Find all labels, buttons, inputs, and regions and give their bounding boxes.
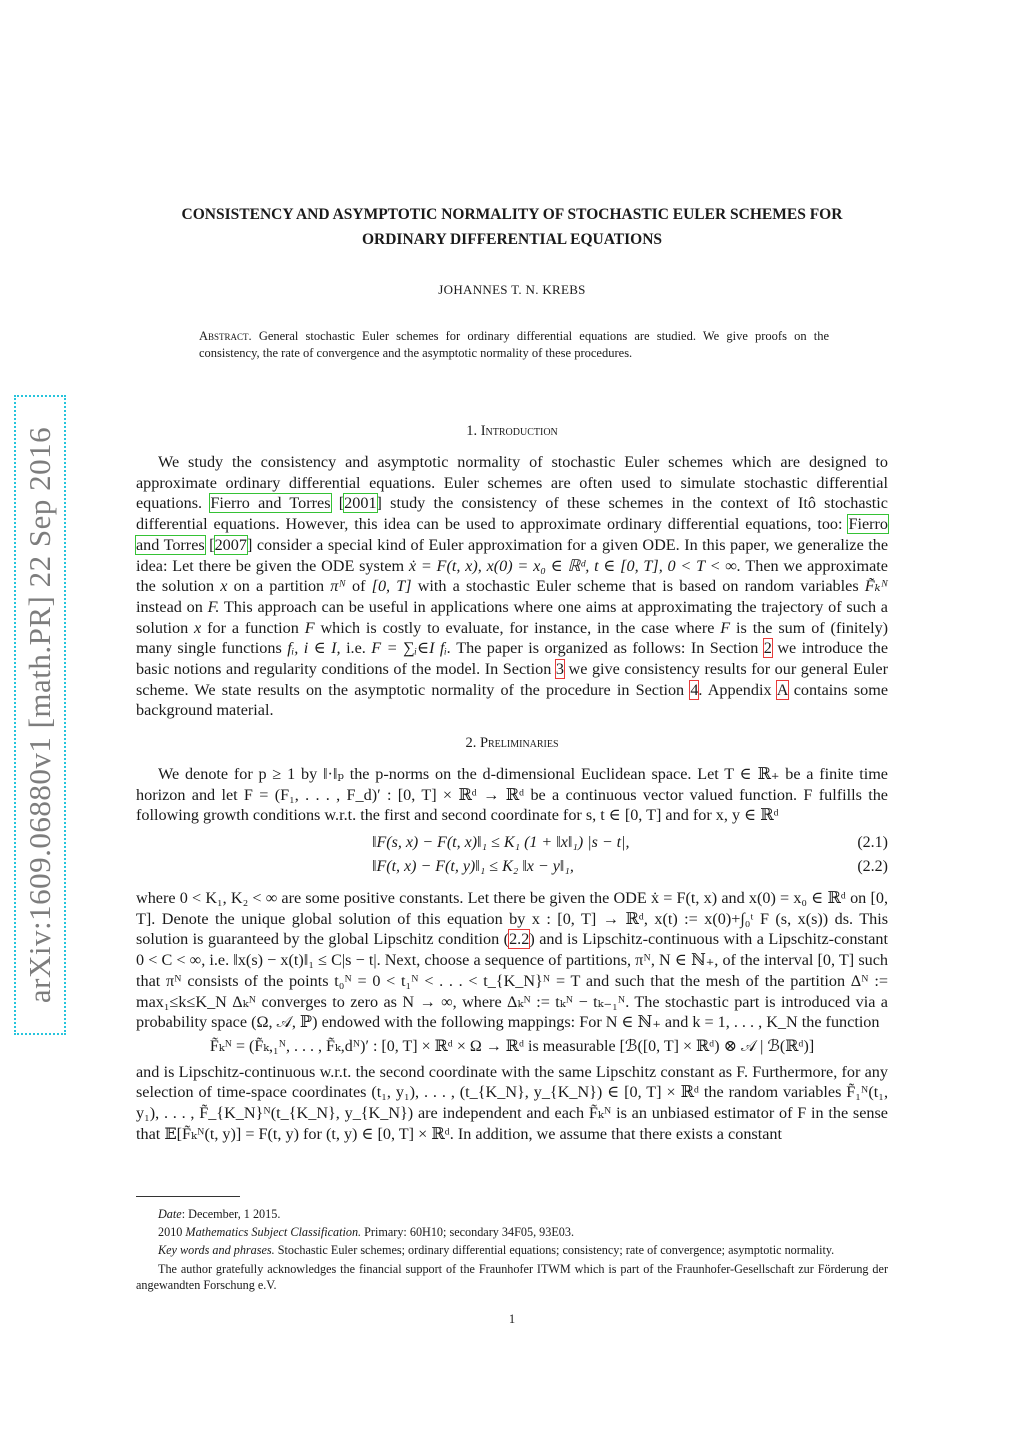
paragraph: and is Lipschitz-continuous w.r.t. the second coordinate with the same Lipschitz constant as F. Furthermore, for any selection of time-space coordinates (t₁, y₁), . . . , (t_{K_N}, y_{K_N}) ∈ [0, T] × ℝᵈ the random variables F̃₁ᴺ(t₁, y₁), . . . , F̃_{K_N}ᴺ(t_{K_N}, y_{K_N}) are independent and each F̃ₖᴺ is an unbiased estimator of F in the sense that 𝔼[F̃ₖᴺ(t, y)] = F(t, y) for (t, y) ∈ [0, T] × ℝᵈ. In addition, we assume that there exists a constant	[136, 1062, 888, 1143]
footnote-text: 2010	[158, 1225, 183, 1240]
citation-link[interactable]: Fierro and Torres	[136, 515, 888, 554]
introduction-body	[136, 452, 888, 721]
title-line-2: ORDINARY DIFFERENTIAL EQUATIONS	[361, 231, 663, 248]
paragraph	[136, 888, 888, 1033]
math-inline: ẋ = F(t, x), x(0) = x₀ ∈ ℝᵈ, t ∈ [0, T], 0 < T < ∞.	[408, 556, 741, 575]
math-inline: F̃ₖᴺ	[864, 577, 889, 596]
text-run: on a partition	[233, 577, 325, 596]
math-inline: x	[220, 577, 228, 596]
text-run: where 0 < K₁, K₂ < ∞ are some positive constants. Let there be given the ODE ẋ = F(t, x) and x(0) = x₀ ∈ ℝᵈ on [0, T]. Denote the unique global solution of this equation by x : [0, T] → ℝᵈ, x(t) := x(0)+∫₀ᵗ F (s, x(s)) ds. This solution is guaranteed by the global Lipschitz condition (	[136, 889, 888, 949]
text-run: with a stochastic Euler scheme that is based on random variables	[417, 577, 859, 596]
text-run: is the sum of (finitely) many single functions	[136, 618, 889, 658]
section-ref-link[interactable]: 2	[763, 639, 772, 658]
paper-title	[136, 202, 888, 252]
arxiv-stamp[interactable]	[14, 395, 66, 1035]
arxiv-stamp-text: arXiv:1609.06880v1 [math.PR] 22 Sep 2016	[22, 426, 57, 1004]
text-run: we introduce the basic notions and regularity conditions of the model. In Section	[136, 639, 889, 679]
author: JOHANNES T. N. KREBS	[438, 282, 586, 297]
text-run: study the consistency of these schemes in the context of Itô stochastic differential equations. However, this idea can be used to approximate ordinary differential equations, too:	[136, 494, 888, 534]
text-run: of	[352, 577, 366, 596]
equation-2-1	[136, 834, 888, 858]
section-number: 1.	[466, 423, 478, 439]
footnote-rule	[136, 1196, 240, 1197]
text-run: The paper is organized as follows: In Section	[456, 639, 759, 658]
footnote-msc	[136, 1224, 888, 1240]
paragraph: We denote for p ≥ 1 by ‖·‖ₚ the p-norms on the d-dimensional Euclidean space. Let T ∈ ℝ₊ be a finite time horizon and let F = (F₁, . . . , F_d)′ : [0, T] × ℝᵈ → ℝᵈ be a continuous vector valued function. F fulfills the following growth conditions w.r.t. the first and second coordinate for s, t ∈ [0, T] and for x, y ∈ ℝᵈ	[136, 765, 888, 825]
text-run: instead on	[136, 597, 203, 616]
footnote-acknowledgement: The author gratefully acknowledges the financial support of the Fraunhofer ITWM which is part of the Fraunhofer-Gesellschaft zur Förderung der angewandten Forschung e.V.	[136, 1261, 888, 1292]
text-run: ) and is Lipschitz-continuous with a Lipschitz-constant 0 < C < ∞, i.e. ‖x(s) − x(t)‖₁ ≤ C|s − t|. Next, choose a sequence of partitions, πᴺ, N ∈ ℕ₊, of the interval [0, T] such that πᴺ consists of the points t₀ᴺ = 0 < t₁ᴺ < . . . < t_{K_N}ᴺ = T and such that the mesh of the partition Δᴺ := max₁≤k≤K_N Δₖᴺ converges to zero as N → ∞, where Δₖᴺ := tₖᴺ − tₖ₋₁ᴺ. The stochastic part is introduced via a probability space (Ω, 𝒜, ℙ) endowed with the following mappings: For N ∈ ℕ₊ and k = 1, . . . , K_N the function	[136, 930, 889, 1032]
text-run: for a function	[207, 618, 299, 637]
text-run: consider a special kind of Euler approximation for a given ODE. In this paper, we generalize the idea: Let there be given the ODE system	[136, 535, 889, 575]
footnote-label: Key words and phrases.	[158, 1243, 275, 1258]
equation-body: ‖F(t, x) − F(t, y)‖₁ ≤ K₂ ‖x − y‖₁,	[372, 858, 574, 875]
equation-ref-link[interactable]: 2.2	[509, 930, 530, 949]
citation-year-link[interactable]: 2001	[344, 494, 377, 513]
math-inline: F.	[207, 597, 220, 616]
math-inline: F	[720, 618, 731, 637]
abstract-text: General stochastic Euler schemes for ordinary differential equations are studied. We give proofs on the consistency, the rate of convergence and the asymptotic normality of these procedures.	[199, 329, 829, 360]
section-ref-link[interactable]: 3	[555, 660, 564, 679]
footnote-date	[136, 1206, 888, 1222]
abstract	[199, 328, 829, 362]
section-title: Introduction	[480, 423, 558, 439]
footnote-label: Date	[158, 1207, 182, 1221]
footnote-label: Mathematics Subject Classification.	[185, 1225, 362, 1240]
section-heading-preliminaries	[136, 735, 888, 752]
math-inline: [0, T]	[371, 577, 412, 596]
equation-number: (2.2)	[857, 858, 888, 875]
section-ref-link[interactable]: 4	[690, 680, 699, 699]
section-heading-introduction	[136, 423, 888, 440]
math-inline: F = ∑ᵢ∈I fᵢ.	[371, 639, 452, 658]
appendix-ref-link[interactable]: A	[776, 680, 788, 699]
section-number: 2.	[465, 735, 477, 751]
footnote-text: Stochastic Euler schemes; ordinary differential equations; consistency; rate of convergence; asymptotic normality.	[277, 1243, 835, 1258]
text-run: . Appendix	[698, 680, 772, 699]
math-inline: πᴺ	[330, 577, 346, 596]
equation-2-2	[136, 858, 888, 882]
citation-link[interactable]: Fierro and Torres	[210, 494, 331, 513]
display-equation: F̃ₖᴺ = (F̃ₖ,₁ᴺ, . . . , F̃ₖ,dᴺ)′ : [0, T] × ℝᵈ × Ω → ℝᵈ is measurable [ℬ([0, T] × ℝᵈ) ⊗ 𝒜 | ℬ(ℝᵈ)]	[209, 1037, 815, 1055]
text-run: which is costly to evaluate, for instance, in the case where	[320, 618, 715, 637]
text-run: we give consistency results for our general Euler scheme. We state results on the asymptotic normality of the procedure in Section	[136, 660, 889, 699]
footnote-text: : December, 1 2015.	[181, 1207, 281, 1221]
preliminaries-paragraph-2	[136, 888, 888, 1144]
text-run: contains some background material.	[136, 680, 889, 720]
text-run: We study the consistency and asymptotic normality of stochastic Euler schemes which are designed to approximate ordinary differential equations. Euler schemes are often used to simulate stochastic differential equations.	[136, 453, 888, 513]
footnote-text: Primary: 60H10; secondary 34F05, 93E03.	[364, 1225, 575, 1240]
intro-paragraph: We study the consistency and asymptotic normality of stochastic Euler schemes which are designed to approximate ordinary differential equations. Euler schemes are often used to simulate stochastic differential equations. Fierro and Torres [2001] study the consistency of these schemes in the context of Itô stochastic differential equations. However, this idea can be used to approximate ordinary differential equations, too: Fierro and Torres [2007] consider a special kind of Euler approximation for a given ODE. In this paper, we generalize the idea: Let there be given the ODE system ẋ = F(t, x), x(0) = x₀ ∈ ℝᵈ, t ∈ [0, T], 0 < T < ∞. Then we approximate the solution x on a partition πᴺ of [0, T] with a stochastic Euler scheme that is based on random variables F̃ₖᴺ instead on F. This approach can be useful in applications where one aims at approximating the trajectory of such a solution x for a function F which is costly to evaluate, for instance, in the case where F is the sum of (finitely) many single functions fᵢ, i ∈ I, i.e. F = ∑ᵢ∈I fᵢ. The paper is organized as follows: In Section 2 we introduce the basic notions and regularity conditions of the model. In Section 3 we give consistency results for our general Euler scheme. We state results on the asymptotic normality of the procedure in Section 4. Appendix A contains some background material.	[136, 453, 889, 720]
text-run: Then we approximate the solution	[136, 556, 888, 596]
math-inline: F	[304, 618, 315, 637]
title-line-1: CONSISTENCY AND ASYMPTOTIC NORMALITY OF STOCHASTIC EULER SCHEMES FOR	[181, 206, 843, 223]
preliminaries-paragraph-1	[136, 764, 888, 826]
page-number: 1	[508, 1312, 516, 1326]
text-run: i.e.	[346, 639, 366, 658]
text-run: This approach can be useful in applications where one aims at approximating the trajectory of such a solution	[136, 597, 888, 637]
equation-number: (2.1)	[857, 834, 888, 851]
equation-block	[136, 834, 888, 882]
section-title: Preliminaries	[479, 735, 559, 751]
citation-year-link[interactable]: 2007	[214, 535, 247, 554]
footnotes	[136, 1206, 888, 1295]
abstract-label: Abstract.	[199, 329, 252, 343]
equation-body: ‖F(s, x) − F(t, x)‖₁ ≤ K₁ (1 + ‖x‖₁) |s − t|,	[372, 834, 630, 851]
math-inline: x	[194, 618, 202, 637]
math-inline: fᵢ, i ∈ I,	[287, 639, 341, 658]
footnote-keywords	[136, 1242, 888, 1258]
